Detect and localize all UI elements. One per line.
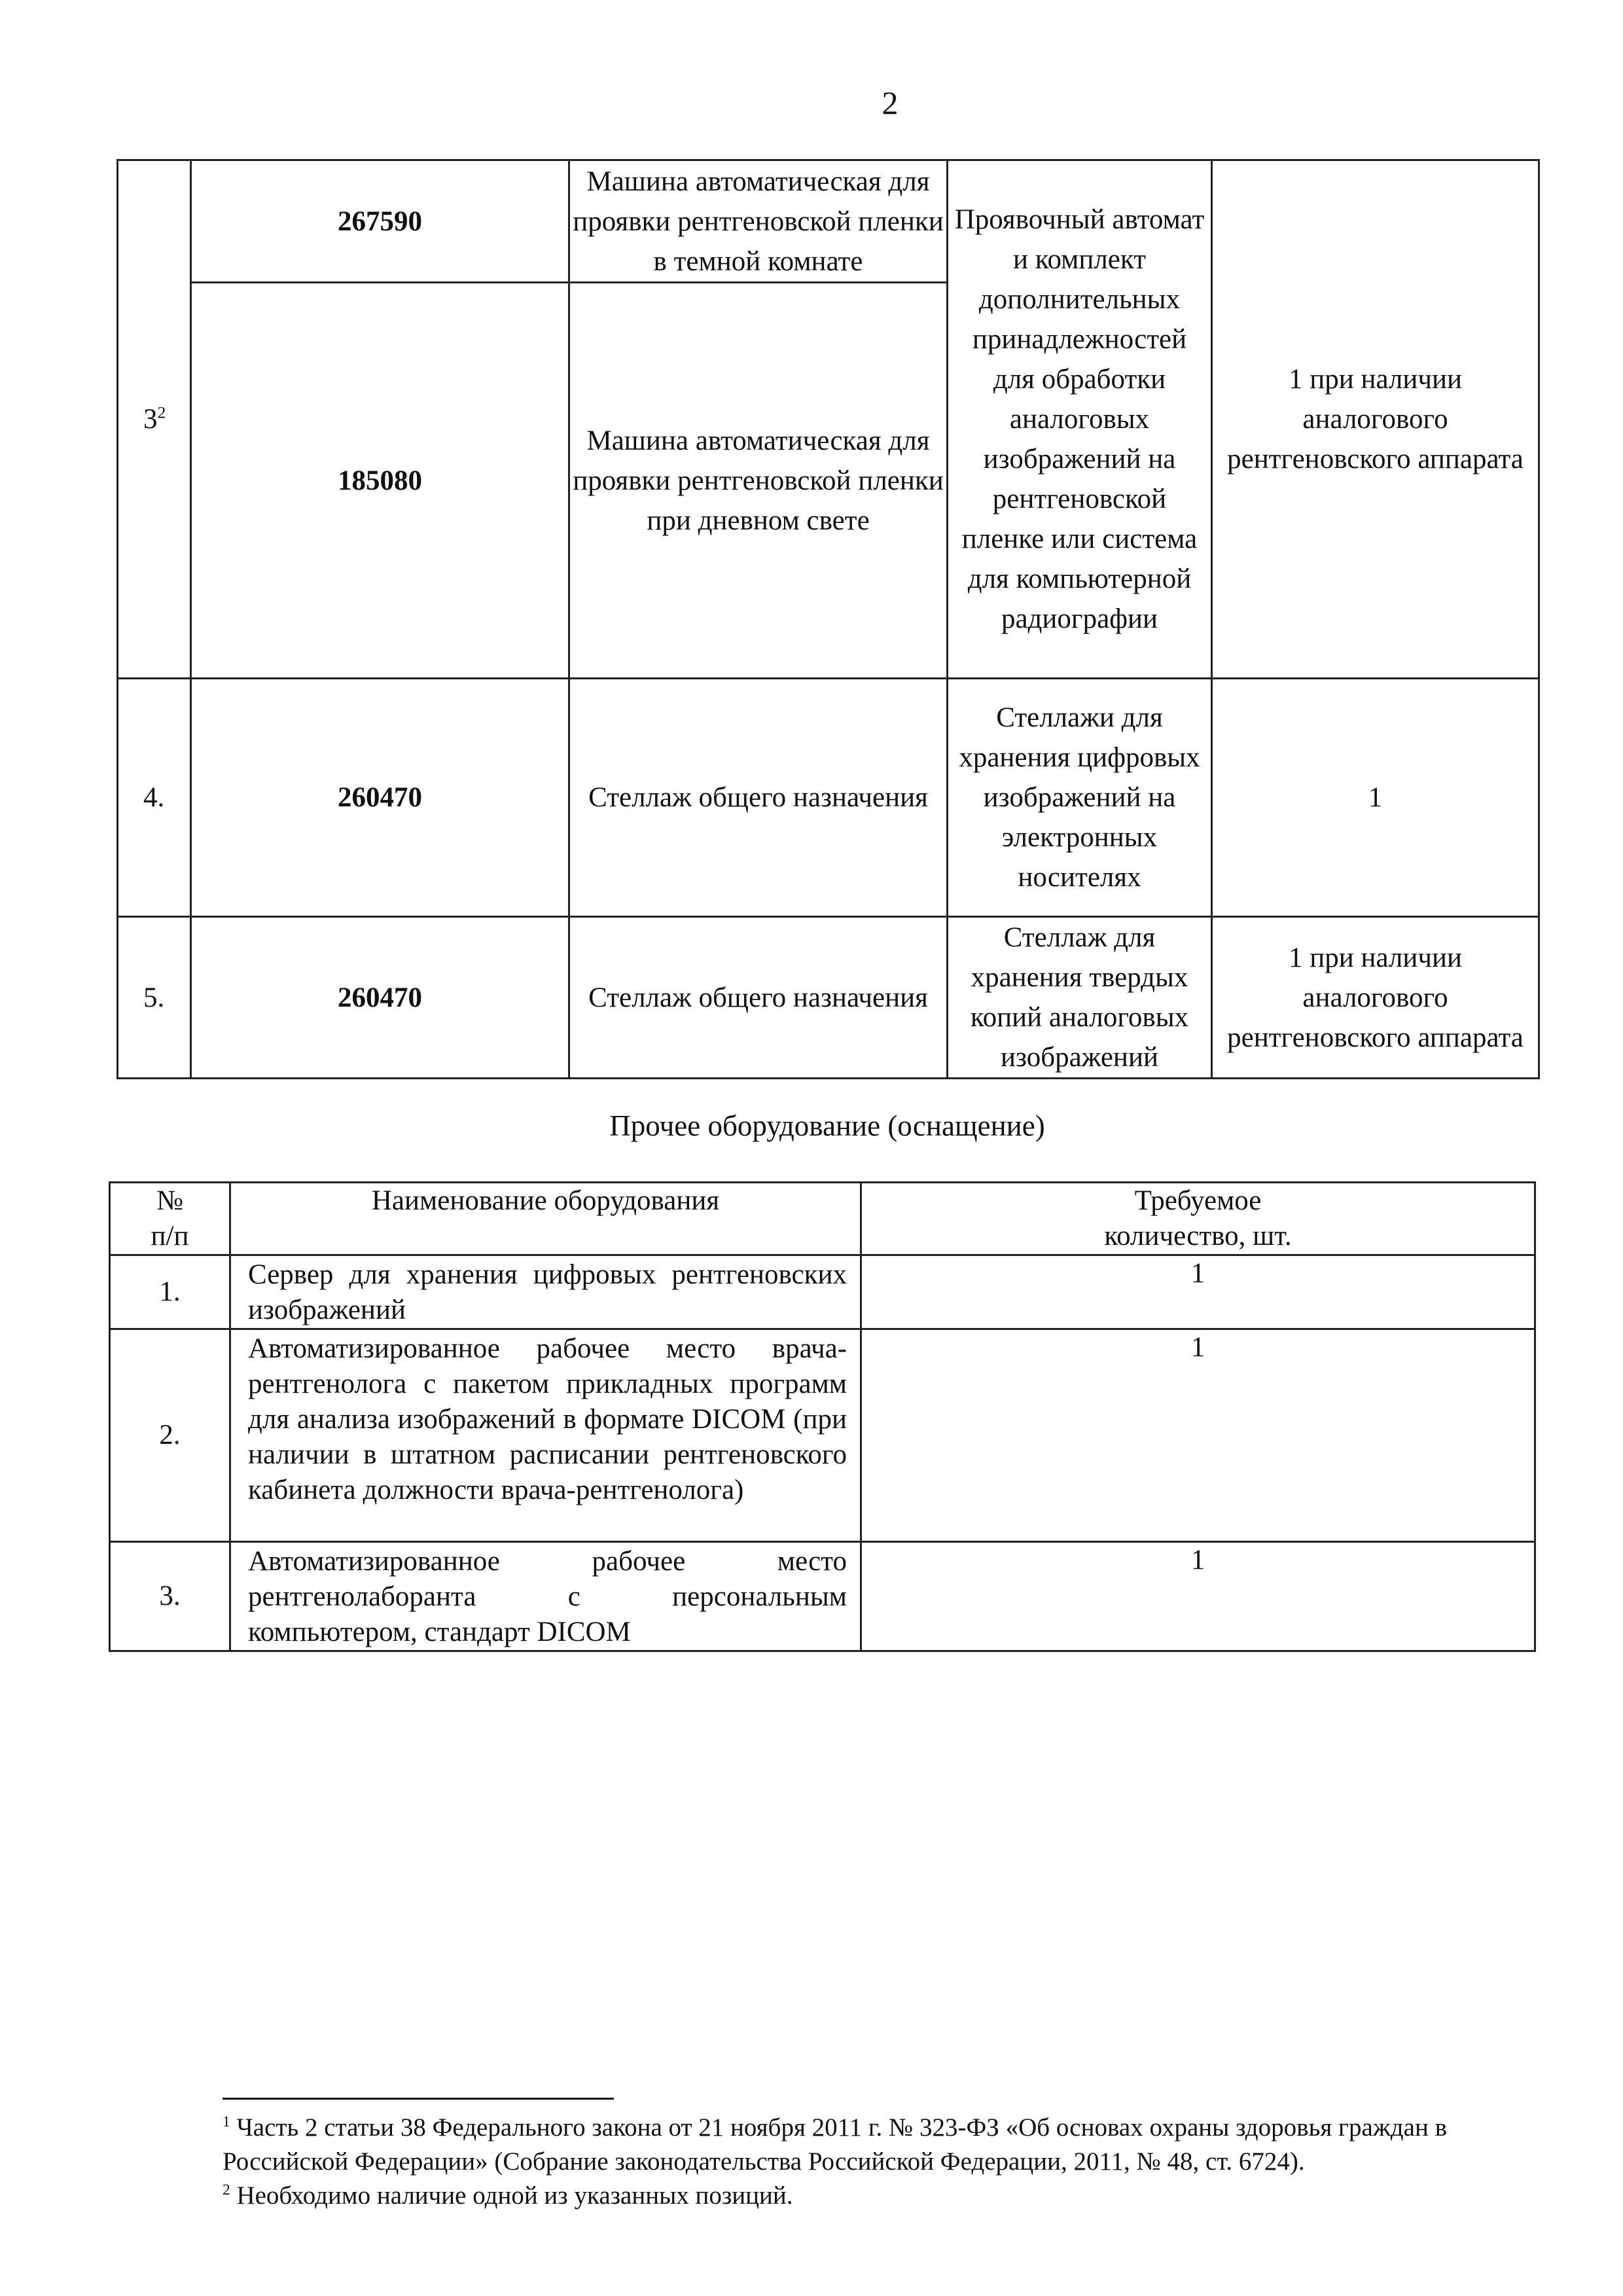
row-number: 4.: [118, 679, 191, 917]
table-header-row: [110, 1183, 1535, 1255]
header-quantity: [861, 1183, 1535, 1255]
footnote-text: Необходимо наличие одной из указанных позиций.: [236, 2181, 793, 2210]
row-number: 2.: [110, 1329, 230, 1542]
footnote-mark: 1: [223, 2113, 230, 2130]
section-title: Прочее оборудование (оснащение): [609, 1109, 1045, 1142]
equipment-name: Автоматизированное рабочее место рентгенолаборанта с персональным компьютером, стандарт DICOM: [230, 1542, 861, 1651]
row-number: 3.: [110, 1542, 230, 1651]
equipment-name: Сервер для хранения цифровых рентгеновских изображений: [230, 1255, 861, 1329]
code-cell: 267590: [191, 160, 569, 283]
table-row: [110, 1255, 1535, 1329]
equipment-table: [116, 159, 1540, 1079]
header-number: [110, 1183, 230, 1255]
footnote-divider: [223, 2098, 614, 2100]
table-row: [118, 160, 1539, 283]
quantity-cell: 1 при наличии аналогового рентгеновского аппарата: [1212, 917, 1539, 1079]
quantity-cell: 1 при наличии аналогового рентгеновского аппарата: [1212, 160, 1539, 679]
purpose-cell: Стеллажи для хранения цифровых изображений на электронных носителях: [948, 679, 1212, 917]
table-row: [118, 679, 1539, 917]
code-cell: 260470: [191, 679, 569, 917]
footnote-1: [223, 2111, 1538, 2179]
footnotes: [223, 2111, 1538, 2213]
code-cell: 185080: [191, 283, 569, 679]
header-name: Наименование оборудования: [230, 1183, 861, 1255]
equipment-quantity: 1: [861, 1329, 1535, 1542]
header-number-line1: №: [156, 1185, 184, 1216]
row-number: 5.: [118, 917, 191, 1079]
name-cell: Стеллаж общего назначения: [569, 679, 948, 917]
footnote-2: [223, 2179, 1538, 2213]
row-number: 1.: [110, 1255, 230, 1329]
header-quantity-line1: Требуемое: [1134, 1185, 1262, 1216]
footnote-ref: 2: [157, 403, 166, 422]
purpose-cell: Стеллаж для хранения твердых копий аналоговых изображений: [948, 917, 1212, 1079]
equipment-name: Автоматизированное рабочее место врача-рентгенолога с пакетом прикладных программ для анализа изображений в формате DICOM (при наличии в штатном расписании рентгеновского кабинета должности врача-рентгенолога): [230, 1329, 861, 1542]
name-cell: Стеллаж общего назначения: [569, 917, 948, 1079]
name-cell: Машина автоматическая для проявки рентгеновской пленки в темной комнате: [569, 160, 948, 283]
row-number: 3: [143, 404, 158, 435]
code-cell: 260470: [191, 917, 569, 1079]
equipment-quantity: 1: [861, 1542, 1535, 1651]
table-row: [118, 917, 1539, 1079]
header-quantity-line2: количество, шт.: [1104, 1221, 1292, 1251]
table-row: [110, 1542, 1535, 1651]
footnote-mark: 2: [223, 2181, 230, 2198]
footnote-text: Часть 2 статьи 38 Федерального закона от 21 ноября 2011 г. № 323-ФЗ «Об основах охраны здоровья граждан в Российской Федерации» (Собрание законодательства Российской Федерации, 2011, № 48, ст. 6724).: [223, 2113, 1447, 2176]
name-cell: Машина автоматическая для проявки рентгеновской пленки при дневном свете: [569, 283, 948, 679]
equipment-quantity: 1: [861, 1255, 1535, 1329]
row-number-cell: [118, 160, 191, 679]
other-equipment-table: [109, 1181, 1536, 1652]
purpose-cell: Проявочный автомат и комплект дополнительных принадлежностей для обработки аналоговых изображений на рентгеновской пленке или система для компьютерной радиографии: [948, 160, 1212, 679]
table-row: [110, 1329, 1535, 1542]
header-number-line2: п/п: [151, 1221, 189, 1251]
quantity-cell: 1: [1212, 679, 1539, 917]
page-number: 2: [882, 84, 899, 121]
